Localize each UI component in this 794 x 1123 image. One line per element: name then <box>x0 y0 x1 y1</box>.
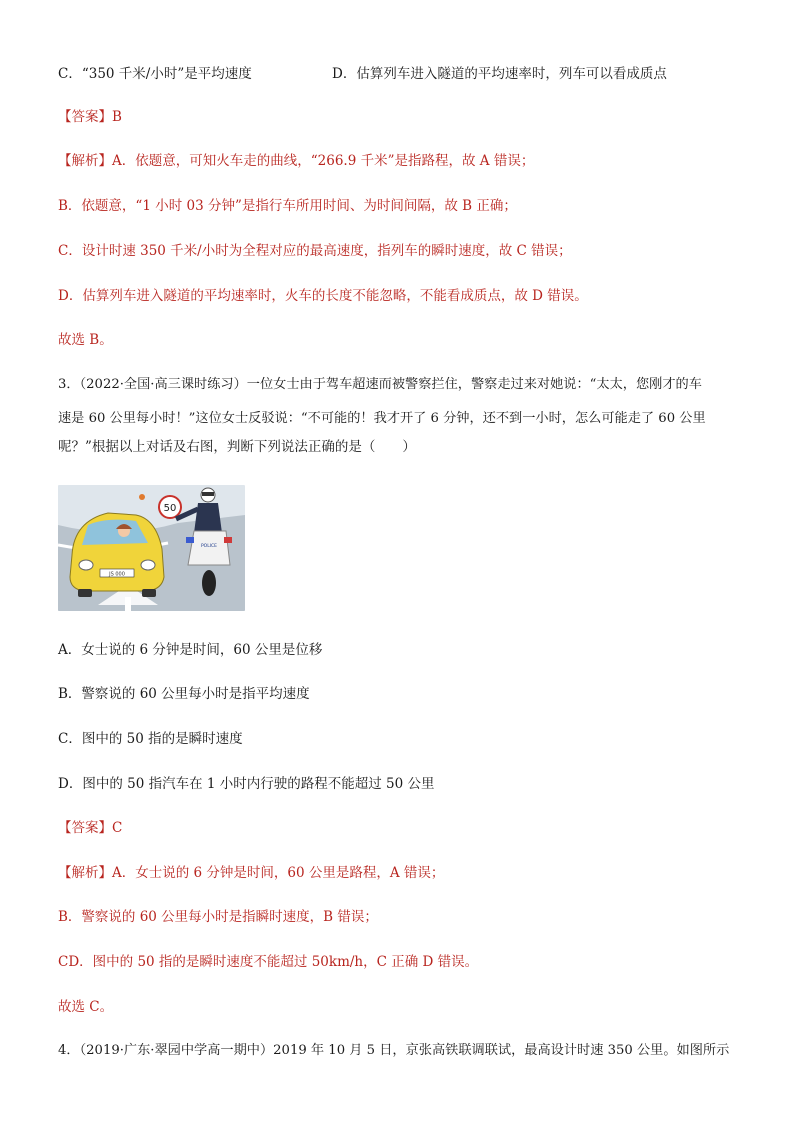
speeding-illustration <box>58 485 245 611</box>
analysis-tag: 【解析】 <box>58 153 112 169</box>
option-c-q3: C．图中的 50 指的是瞬时速度 <box>58 731 243 747</box>
analysis-cd-q3: CD．图中的 50 指的是瞬时速度不能超过 50km/h，C 正确 D 错误。 <box>58 954 479 970</box>
question-3-stem-line1: 3．（2022·全国·高三课时练习）一位女士由于驾车超速而被警察拦住，警察走过来对她说：“太太，您刚才的车 <box>58 377 702 392</box>
option-b-q3: B．警察说的 60 公里每小时是指平均速度 <box>58 686 310 702</box>
analysis-b-q2: B．依题意，“1 小时 03 分钟”是指行车所用时间、为时间间隔，故 B 正确； <box>58 198 517 214</box>
license-plate: JS 000 <box>109 571 125 578</box>
analysis-tag: 【解析】 <box>58 865 112 881</box>
analysis-c-q2: C．设计时速 350 千米/小时为全程对应的最高速度，指列车的瞬时速度，故 C 错误； <box>58 243 572 259</box>
analysis-a-q3 <box>58 863 444 883</box>
option-c-q2: C．“350 千米/小时”是平均速度 <box>58 66 252 82</box>
option-d-q2: D．估算列车进入隧道的平均速率时，列车可以看成质点 <box>332 66 667 82</box>
analysis-a-q2 <box>58 151 534 171</box>
speed-limit-sign: 50 <box>163 503 177 514</box>
conclusion-q3: 故选 C。 <box>58 999 114 1015</box>
answer-tag: 【答案】 <box>58 820 112 836</box>
analysis-text: A．依题意，可知火车走的曲线，“266.9 千米”是指路程，故 A 错误； <box>112 153 535 169</box>
question-3-stem-line2: 速是 60 公里每小时！”这位女士反驳说：“不可能的！我才开了 6 分钟，还不到一小时，怎么可能走了 60 公里 <box>58 411 706 426</box>
conclusion-q2: 故选 B。 <box>58 332 113 348</box>
analysis-text: A．女士说的 6 分钟是时间，60 公里是路程，A 错误； <box>112 865 445 881</box>
police-label: POLICE <box>200 544 218 549</box>
analysis-d-q2: D．估算列车进入隧道的平均速率时，火车的长度不能忽略，不能看成质点，故 D 错误。 <box>58 288 588 304</box>
answer-tag: 【答案】 <box>58 109 112 125</box>
question-4-stem-line1: 4．（2019·广东·翠园中学高一期中）2019 年 10 月 5 日，京张高铁联调联试，最高设计时速 350 公里。如图所示 <box>58 1043 730 1058</box>
option-d-q3: D．图中的 50 指汽车在 1 小时内行驶的路程不能超过 50 公里 <box>58 776 435 792</box>
question-3-stem-line3: 呢？”根据以上对话及右图，判断下列说法正确的是（ ） <box>58 439 416 455</box>
analysis-b-q3: B．警察说的 60 公里每小时是指瞬时速度，B 错误； <box>58 909 378 925</box>
answer-value: C <box>112 820 123 836</box>
answer-value: B <box>112 109 122 125</box>
option-a-q3: A．女士说的 6 分钟是时间，60 公里是位移 <box>58 642 323 658</box>
answer-line-q2 <box>58 107 122 127</box>
answer-line-q3 <box>58 818 122 838</box>
